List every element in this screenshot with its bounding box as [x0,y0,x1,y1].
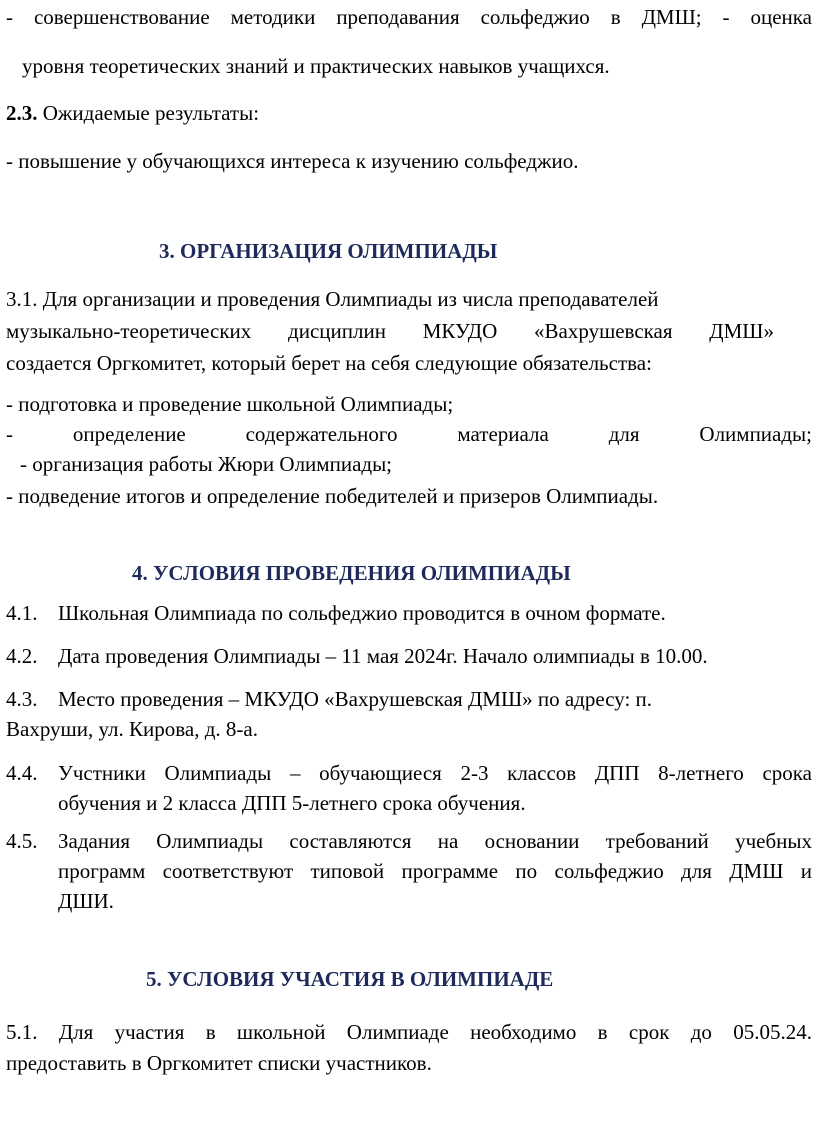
section-4-heading: 4. УСЛОВИЯ ПРОВЕДЕНИЯ ОЛИМПИАДЫ [132,561,571,585]
item-number: 4.1. [6,601,38,625]
duty-item-content: - определение содержательного материала для Олимпиады; [6,422,812,446]
item-number: 4.4. [6,761,38,785]
paragraph-4-5-line-3: ДШИ. [58,889,114,913]
item-text: Дата проведения Олимпиады – 11 мая 2024г. Начало олимпиады в 10.00. [58,644,708,668]
paragraph-3-1-line-2: музыкально-теоретических дисциплин МКУДО «Вахрушевская ДМШ» [6,319,774,343]
duty-item-preparation: - подготовка и проведение школьной Олимпиады; [6,392,454,416]
section-number: 2.3. [6,101,38,125]
item-text: Место проведения – МКУДО «Вахрушевская ДМШ» по адресу: п. [58,687,653,711]
paragraph-4-3-continuation: Вахруши, ул. Кирова, д. 8-а. [6,717,258,741]
paragraph-4-5-line-2: программ соответствуют типовой программе по сольфеджио для ДМШ и [58,859,812,883]
duty-item-jury: - организация работы Жюри Олимпиады; [20,452,393,476]
item-number: 4.5. [6,829,38,853]
expected-result-item: - повышение у обучающихся интереса к изучению сольфеджио. [6,149,579,173]
paragraph-5-1-line-2: предоставить в Оргкомитет списки участников. [6,1051,432,1075]
section-2-3-heading [6,100,812,126]
item-text: Учстники Олимпиады – обучающиеся 2-3 классов ДПП 8-летнего срока [58,761,812,785]
paragraph-4-2 [6,643,812,669]
paragraph-3-1-line-3: создается Оргкомитет, который берет на себя следующие обязательства: [6,351,652,375]
paragraph-4-4-continuation: обучения и 2 класса ДПП 5-летнего срока обучения. [58,791,526,815]
goal-item-improvement: - совершенствование методики преподавания сольфеджио в ДМШ; - оценка [6,5,812,29]
paragraph-3-1-line-1: 3.1. Для организации и проведения Олимпиады из числа преподавателей [6,287,659,311]
paragraph-4-5 [6,828,812,854]
item-number: 4.2. [6,644,38,668]
paragraph-4-1 [6,600,812,626]
section-3-heading: 3. ОРГАНИЗАЦИЯ ОЛИМПИАДЫ [159,239,498,263]
section-5-heading: 5. УСЛОВИЯ УЧАСТИЯ В ОЛИМПИАДЕ [146,967,554,991]
paragraph-4-4 [6,760,812,786]
goal-item-continuation: уровня теоретических знаний и практических навыков учащихся. [22,54,610,78]
paragraph-5-1-line-1: 5.1. Для участия в школьной Олимпиаде необходимо в срок до 05.05.24. [6,1020,812,1044]
item-number: 4.3. [6,687,38,711]
section-title: Ожидаемые результаты: [37,101,260,125]
item-text: Школьная Олимпиада по сольфеджио проводится в очном формате. [58,601,666,625]
paragraph-4-3 [6,686,812,712]
duty-item-results: - подведение итогов и определение победителей и призеров Олимпиады. [6,484,659,508]
item-text: Задания Олимпиады составляются на основании требований учебных [58,829,812,853]
